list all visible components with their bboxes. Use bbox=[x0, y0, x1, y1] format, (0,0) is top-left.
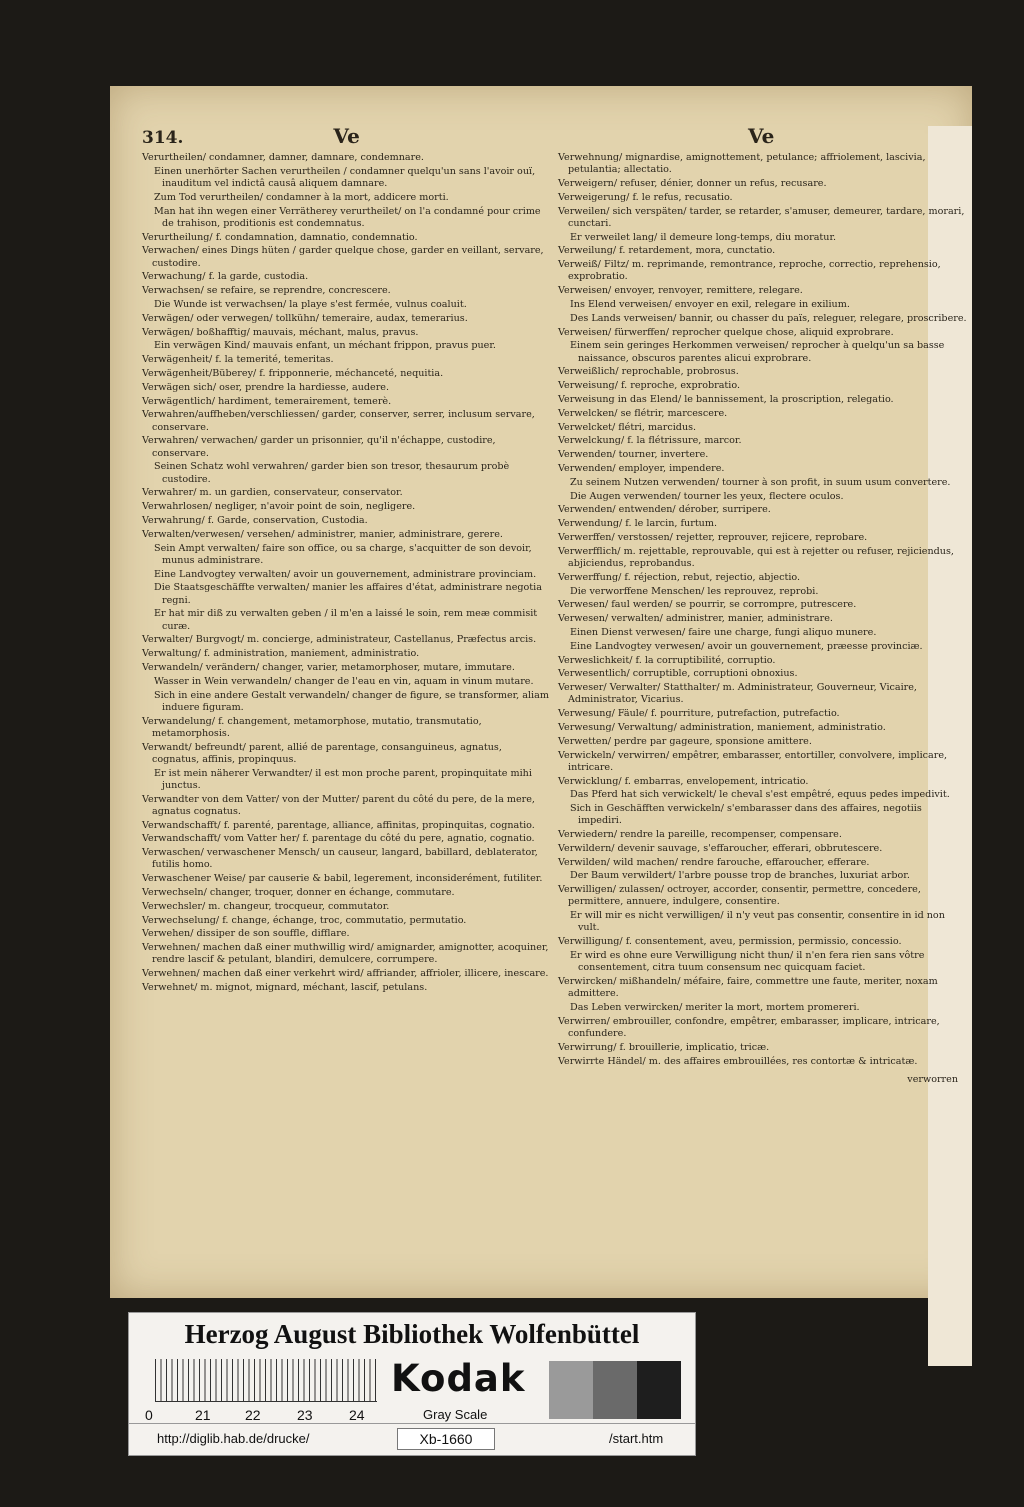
dictionary-entry: Verurtheilung/ f. condamnation, damnatio, condemnatio. bbox=[142, 231, 418, 243]
dictionary-entry: Das Pferd hat sich verwickelt/ le cheval s'est empêtré, equus pedes impedivit. bbox=[570, 789, 950, 801]
gray-scale-patches bbox=[549, 1361, 681, 1419]
dictionary-entry: Verwaltung/ f. administration, maniement, administratio. bbox=[142, 648, 420, 660]
dictionary-entry: Verwechsler/ m. changeur, trocqueur, commutator. bbox=[142, 900, 390, 912]
dictionary-entry: Verwägenheit/ f. la temerité, temeritas. bbox=[142, 354, 334, 366]
dictionary-entry: Verwechselung/ f. change, échange, troc, commutatio, permutatio. bbox=[142, 914, 467, 926]
dictionary-entry: Verwehen/ dissiper de son souffle, difflare. bbox=[142, 928, 350, 940]
dictionary-entry: Er ist mein näherer Verwandter/ il est mon proche parent, propinquitate mihi junctus. bbox=[154, 767, 532, 791]
right-column bbox=[558, 124, 968, 1085]
url-right: /start.htm bbox=[609, 1431, 664, 1446]
dictionary-entry: Verweiß/ Filtz/ m. reprimande, remontrance, reproche, correctio, reprehensio, exprobratio. bbox=[558, 259, 941, 283]
dictionary-entry: Verwirrte Händel/ m. des affaires embrouillées, res contortæ & intricatæ. bbox=[558, 1055, 918, 1067]
dictionary-entry: Der Baum verwildert/ l'arbre pousse trop de branches, luxuriat arbor. bbox=[570, 870, 910, 882]
dictionary-entry: Sein Ampt verwalten/ faire son office, ou sa charge, s'acquitter de son devoir, munus administrare. bbox=[154, 542, 532, 566]
dictionary-entry: Verweißlich/ reprochable, probrosus. bbox=[558, 366, 739, 378]
gray-patch bbox=[549, 1361, 593, 1419]
library-name: Herzog August Bibliothek Wolfenbüttel bbox=[184, 1319, 640, 1349]
kodak-logo: Kodak bbox=[391, 1357, 526, 1400]
dictionary-entry: Verwägenheit/Büberey/ f. fripponnerie, méchanceté, nequitia. bbox=[142, 367, 444, 379]
dictionary-entry: Verwiedern/ rendre la pareille, recompenser, compensare. bbox=[558, 829, 842, 841]
dictionary-entry: Verwehnung/ mignardise, amignottement, petulance; affriolement, lascivia, petulantia; allectatio. bbox=[558, 152, 926, 176]
color-target-card bbox=[128, 1312, 696, 1456]
running-head-right: Ve bbox=[748, 124, 775, 148]
gray-patch bbox=[637, 1361, 681, 1419]
dictionary-entry: Verwalter/ Burgvogt/ m. concierge, administrateur, Castellanus, Præfectus arcis. bbox=[142, 634, 537, 646]
dictionary-entry: Verwandt/ befreundt/ parent, allié de parentage, consanguineus, agnatus, cognatus, affinis, propinquus. bbox=[142, 741, 502, 765]
dictionary-entry: Verurtheilen/ condamner, damner, damnare, condemnare. bbox=[142, 152, 424, 163]
dictionary-entry: Verwägen sich/ oser, prendre la hardiesse, audere. bbox=[142, 381, 390, 393]
dictionary-entry: Verweisung/ f. reproche, exprobratio. bbox=[558, 380, 740, 392]
dictionary-entry: Verwandelung/ f. changement, metamorphose, mutatio, transmutatio, metamorphosis. bbox=[142, 715, 482, 739]
dictionary-entry: Verwechseln/ changer, troquer, donner en échange, commutare. bbox=[142, 886, 455, 898]
dictionary-entry: Des Lands verweisen/ bannir, ou chasser du païs, releguer, relegare, proscribere. bbox=[570, 312, 967, 324]
dictionary-entry: Verwahrlosen/ negliger, n'avoir point de soin, negligere. bbox=[142, 501, 416, 513]
page-number: 314. bbox=[142, 128, 184, 148]
dictionary-entry: Verwesung/ Verwaltung/ administration, maniement, administratio. bbox=[558, 721, 886, 733]
dictionary-entry: Verwenden/ employer, impendere. bbox=[558, 462, 725, 474]
dictionary-entry: Verwickeln/ verwirren/ empêtrer, embarasser, entortiller, convolvere, implicare, intricare. bbox=[558, 749, 948, 773]
dictionary-entry: Verwendung/ f. le larcin, furtum. bbox=[558, 518, 717, 530]
dictionary-entry: Zu seinem Nutzen verwenden/ tourner à son profit, in suum usum convertere. bbox=[570, 476, 951, 488]
dictionary-entry: Verwerfflich/ m. rejettable, reprouvable, qui est à rejetter ou refuser, rejiciendus, abjiciendus, reprobandus. bbox=[558, 545, 954, 569]
dictionary-entry: Verwicklung/ f. embarras, envelopement, intricatio. bbox=[558, 775, 809, 787]
dictionary-entry: Verwesung/ Fäule/ f. pourriture, putrefaction, putrefactio. bbox=[558, 708, 840, 720]
dictionary-entry: Verweisung in das Elend/ le bannissement, la proscription, relegatio. bbox=[558, 393, 894, 405]
url-left: http://diglib.hab.de/drucke/ bbox=[157, 1431, 310, 1446]
dictionary-entry: Verwachen/ eines Dings hüten / garder quelque chose, garder en veillant, servare, custodire. bbox=[142, 245, 544, 269]
dictionary-entry: Verweser/ Verwalter/ Statthalter/ m. Administrateur, Gouverneur, Vicaire, Administrator, Vicarius. bbox=[558, 682, 917, 706]
dictionary-entry: Die Augen verwenden/ tourner les yeux, flectere oculos. bbox=[570, 490, 844, 502]
dictionary-entry: Wasser in Wein verwandeln/ changer de l'eau en vin, aquam in vinum mutare. bbox=[154, 675, 534, 687]
right-entries bbox=[558, 152, 968, 1068]
ruler-number: 24 bbox=[349, 1407, 365, 1423]
dictionary-entry: Er wird es ohne eure Verwilligung nicht thun/ il n'en fera rien sans vôtre consentement, citra tuum consensum nec quicquam faciet. bbox=[570, 950, 925, 974]
dictionary-entry: Ein verwägen Kind/ mauvais enfant, un méchant frippon, pravus puer. bbox=[154, 340, 496, 352]
dictionary-entry: Verwesen/ faul werden/ se pourrir, se corrompre, putrescere. bbox=[558, 599, 857, 611]
dictionary-entry: Verwandeln/ verändern/ changer, varier, metamorphoser, mutare, immutare. bbox=[142, 661, 515, 673]
dictionary-entry: Verwandter von dem Vatter/ von der Mutter/ parent du côté du pere, de la mere, agnatus cognatus. bbox=[142, 793, 535, 817]
dictionary-entry: Verwaschen/ verwaschener Mensch/ un causeur, langard, babillard, deblaterator, futilis homo. bbox=[142, 847, 538, 871]
left-entries bbox=[142, 152, 552, 994]
dictionary-entry: Verwalten/verwesen/ versehen/ administrer, manier, administrare, gerere. bbox=[142, 528, 503, 540]
dictionary-entry: Verwehnen/ machen daß einer muthwillig wird/ amignarder, amignotter, acoquiner, rendre lascif & petulant, blandiri, demulcere, corrumpere. bbox=[142, 942, 549, 966]
dictionary-entry: Verweilung/ f. retardement, mora, cunctatio. bbox=[558, 245, 776, 257]
dictionary-entry: Verwahren/auffheben/verschliessen/ garder, conserver, serrer, inclusum servare, conservare. bbox=[142, 409, 535, 433]
dictionary-entry: Verwägentlich/ hardiment, temerairement, temerè. bbox=[142, 395, 392, 407]
dictionary-entry: Die Staatsgeschäffte verwalten/ manier les affaires d'état, administrare negotia regni. bbox=[154, 582, 542, 606]
url-row bbox=[129, 1423, 695, 1454]
dictionary-entry: Verwelckung/ f. la flétrissure, marcor. bbox=[558, 435, 742, 447]
dictionary-entry: Das Leben verwircken/ meriter la mort, mortem promereri. bbox=[570, 1002, 860, 1014]
dictionary-entry: Verwandschafft/ f. parenté, parentage, alliance, affinitas, propinquitas, cognatio. bbox=[142, 819, 535, 831]
gray-scale-label: Gray Scale bbox=[423, 1407, 488, 1422]
dictionary-entry: Verwesentlich/ corruptible, corruptioni obnoxius. bbox=[558, 668, 798, 680]
dictionary-entry: Die Wunde ist verwachsen/ la playe s'est fermée, vulnus coaluit. bbox=[154, 298, 467, 310]
dictionary-entry: Verwilden/ wild machen/ rendre farouche, effaroucher, efferare. bbox=[558, 856, 870, 868]
dictionary-entry: Verwägen/ boßhafftig/ mauvais, méchant, malus, pravus. bbox=[142, 326, 419, 338]
shelfmark-box: Xb-1660 bbox=[397, 1428, 495, 1450]
ruler-number: 0 bbox=[145, 1407, 153, 1423]
dictionary-entry: Sich in eine andere Gestalt verwandeln/ changer de figure, se transformer, aliam induere figuram. bbox=[154, 689, 549, 713]
dictionary-entry: Er will mir es nicht verwilligen/ il n'y veut pas consentir, consentire in id non vult. bbox=[570, 910, 945, 934]
dictionary-entry: Er hat mir diß zu verwalten geben / il m'en a laissé le soin, rem meæ commisit curæ. bbox=[154, 608, 538, 632]
dictionary-entry: Verwahren/ verwachen/ garder un prisonnier, qu'il n'échappe, custodire, conservare. bbox=[142, 435, 496, 459]
dictionary-entry: Verwahrung/ f. Garde, conservation, Custodia. bbox=[142, 514, 368, 526]
dictionary-entry: Verwilligung/ f. consentement, aveu, permission, permissio, concessio. bbox=[558, 936, 902, 948]
ruler-number: 22 bbox=[245, 1407, 261, 1423]
dictionary-entry: Zum Tod verurtheilen/ condamner à la mort, addicere morti. bbox=[154, 191, 449, 203]
book-page bbox=[110, 86, 972, 1298]
dictionary-entry: Verwehnen/ machen daß einer verkehrt wird/ affriander, affrioler, illicere, inescare. bbox=[142, 968, 549, 980]
dictionary-entry: Verwesen/ verwalten/ administrer, manier, administrare. bbox=[558, 613, 833, 625]
dictionary-entry: Verwirren/ embrouiller, confondre, empêtrer, embarasser, implicare, intricare, confundere. bbox=[558, 1015, 940, 1040]
dictionary-entry: Verweisen/ envoyer, renvoyer, remittere, relegare. bbox=[558, 285, 803, 297]
dictionary-entry: Verwenden/ entwenden/ dérober, surripere. bbox=[558, 504, 771, 516]
dictionary-entry: Verweigern/ refuser, dénier, donner un refus, recusare. bbox=[558, 178, 827, 189]
dictionary-entry: Verweisen/ fürwerffen/ reprocher quelque chose, aliquid exprobrare. bbox=[558, 326, 894, 338]
running-head-left: Ve bbox=[333, 124, 360, 148]
dictionary-entry: Er verweilet lang/ il demeure long-temps, diu moratur. bbox=[570, 231, 837, 243]
dictionary-entry: Verweigerung/ f. le refus, recusatio. bbox=[558, 191, 733, 203]
dictionary-entry: Verwildern/ devenir sauvage, s'effaroucher, efferari, obbrutescere. bbox=[558, 842, 883, 854]
left-column bbox=[142, 124, 552, 996]
dictionary-entry: Verwachsen/ se refaire, se reprendre, concrescere. bbox=[142, 285, 391, 297]
dictionary-entry: Die verworffene Menschen/ les reprouvez, reprobi. bbox=[570, 585, 819, 597]
dictionary-entry: Verwircken/ mißhandeln/ méfaire, faire, commettre une faute, meriter, noxam admittere. bbox=[558, 976, 938, 1000]
dictionary-entry: Verwehnet/ m. mignot, mignard, méchant, lascif, petulans. bbox=[142, 981, 428, 993]
measurement-ruler bbox=[155, 1359, 377, 1402]
right-header bbox=[558, 124, 968, 150]
dictionary-entry: Verwägen/ oder verwegen/ tollkühn/ temeraire, audax, temerarius. bbox=[142, 312, 468, 324]
left-header bbox=[142, 124, 552, 150]
dictionary-entry: Verwelcken/ se flétrir, marcescere. bbox=[558, 407, 728, 419]
dictionary-entry: Ins Elend verweisen/ envoyer en exil, relegare in exilium. bbox=[570, 298, 850, 310]
dictionary-entry: Eine Landvogtey verwalten/ avoir un gouvernement, administrare provinciam. bbox=[154, 568, 537, 580]
dictionary-entry: Verwahrer/ m. un gardien, conservateur, conservator. bbox=[142, 487, 403, 499]
dictionary-entry: Verwetten/ perdre par gageure, sponsione amittere. bbox=[558, 735, 812, 747]
dictionary-entry: Verwerffung/ f. réjection, rebut, rejectio, abjectio. bbox=[558, 571, 801, 583]
dictionary-entry: Einen Dienst verwesen/ faire une charge, fungi aliquo munere. bbox=[570, 626, 877, 638]
dictionary-entry: Verwirrung/ f. brouillerie, implicatio, tricæ. bbox=[558, 1041, 770, 1053]
dictionary-entry: Verwerffen/ verstossen/ rejetter, reprouver, rejicere, reprobare. bbox=[558, 531, 868, 543]
dictionary-entry: Man hat ihn wegen einer Verrätherey verurtheilet/ on l'a condamné pour crime de trahison, proditionis est condemnatus. bbox=[154, 205, 541, 229]
dictionary-entry: Seinen Schatz wohl verwahren/ garder bien son tresor, thesaurum probè custodire. bbox=[154, 461, 510, 485]
dictionary-entry: Verwenden/ tourner, invertere. bbox=[558, 449, 709, 461]
dictionary-entry: Verwaschener Weise/ par causerie & babil, legerement, inconsiderément, futiliter. bbox=[142, 873, 543, 885]
dictionary-entry: Verweslichkeit/ f. la corruptibilité, corruptio. bbox=[558, 654, 776, 666]
gray-patch bbox=[593, 1361, 637, 1419]
dictionary-entry: Sich in Geschäfften verwickeln/ s'embarasser dans des affaires, negotiis impediri. bbox=[570, 803, 922, 827]
dictionary-entry: Einem sein geringes Herkommen verweisen/ reprocher à quelqu'un sa basse naissance, obscuros parentes alicui exprobrare. bbox=[570, 340, 945, 364]
ruler-number: 23 bbox=[297, 1407, 313, 1423]
dictionary-entry: Verwilligen/ zulassen/ octroyer, accorder, consentir, permettre, concedere, permittere, annuere, indulgere, consentire. bbox=[558, 884, 921, 908]
ruler-number: 21 bbox=[195, 1407, 211, 1423]
catchword: verworren bbox=[907, 1073, 958, 1085]
dictionary-entry: Verwelcket/ flétri, marcidus. bbox=[558, 421, 697, 433]
dictionary-entry: Eine Landvogtey verwesen/ avoir un gouvernement, præesse provinciæ. bbox=[570, 640, 923, 652]
dictionary-entry: Verweilen/ sich verspäten/ tarder, se retarder, s'amuser, demeurer, tardare, morari, cunctari. bbox=[558, 205, 965, 229]
dictionary-entry: Verwachung/ f. la garde, custodia. bbox=[142, 271, 309, 283]
dictionary-entry: Einen unerhörter Sachen verurtheilen / condamner quelqu'un sans l'avoir ouï, inauditum vel indictâ causâ aliquem damnare. bbox=[154, 165, 536, 189]
dictionary-entry: Verwandschafft/ vom Vatter her/ f. parentage du côté du pere, agnatio, cognatio. bbox=[142, 833, 535, 845]
